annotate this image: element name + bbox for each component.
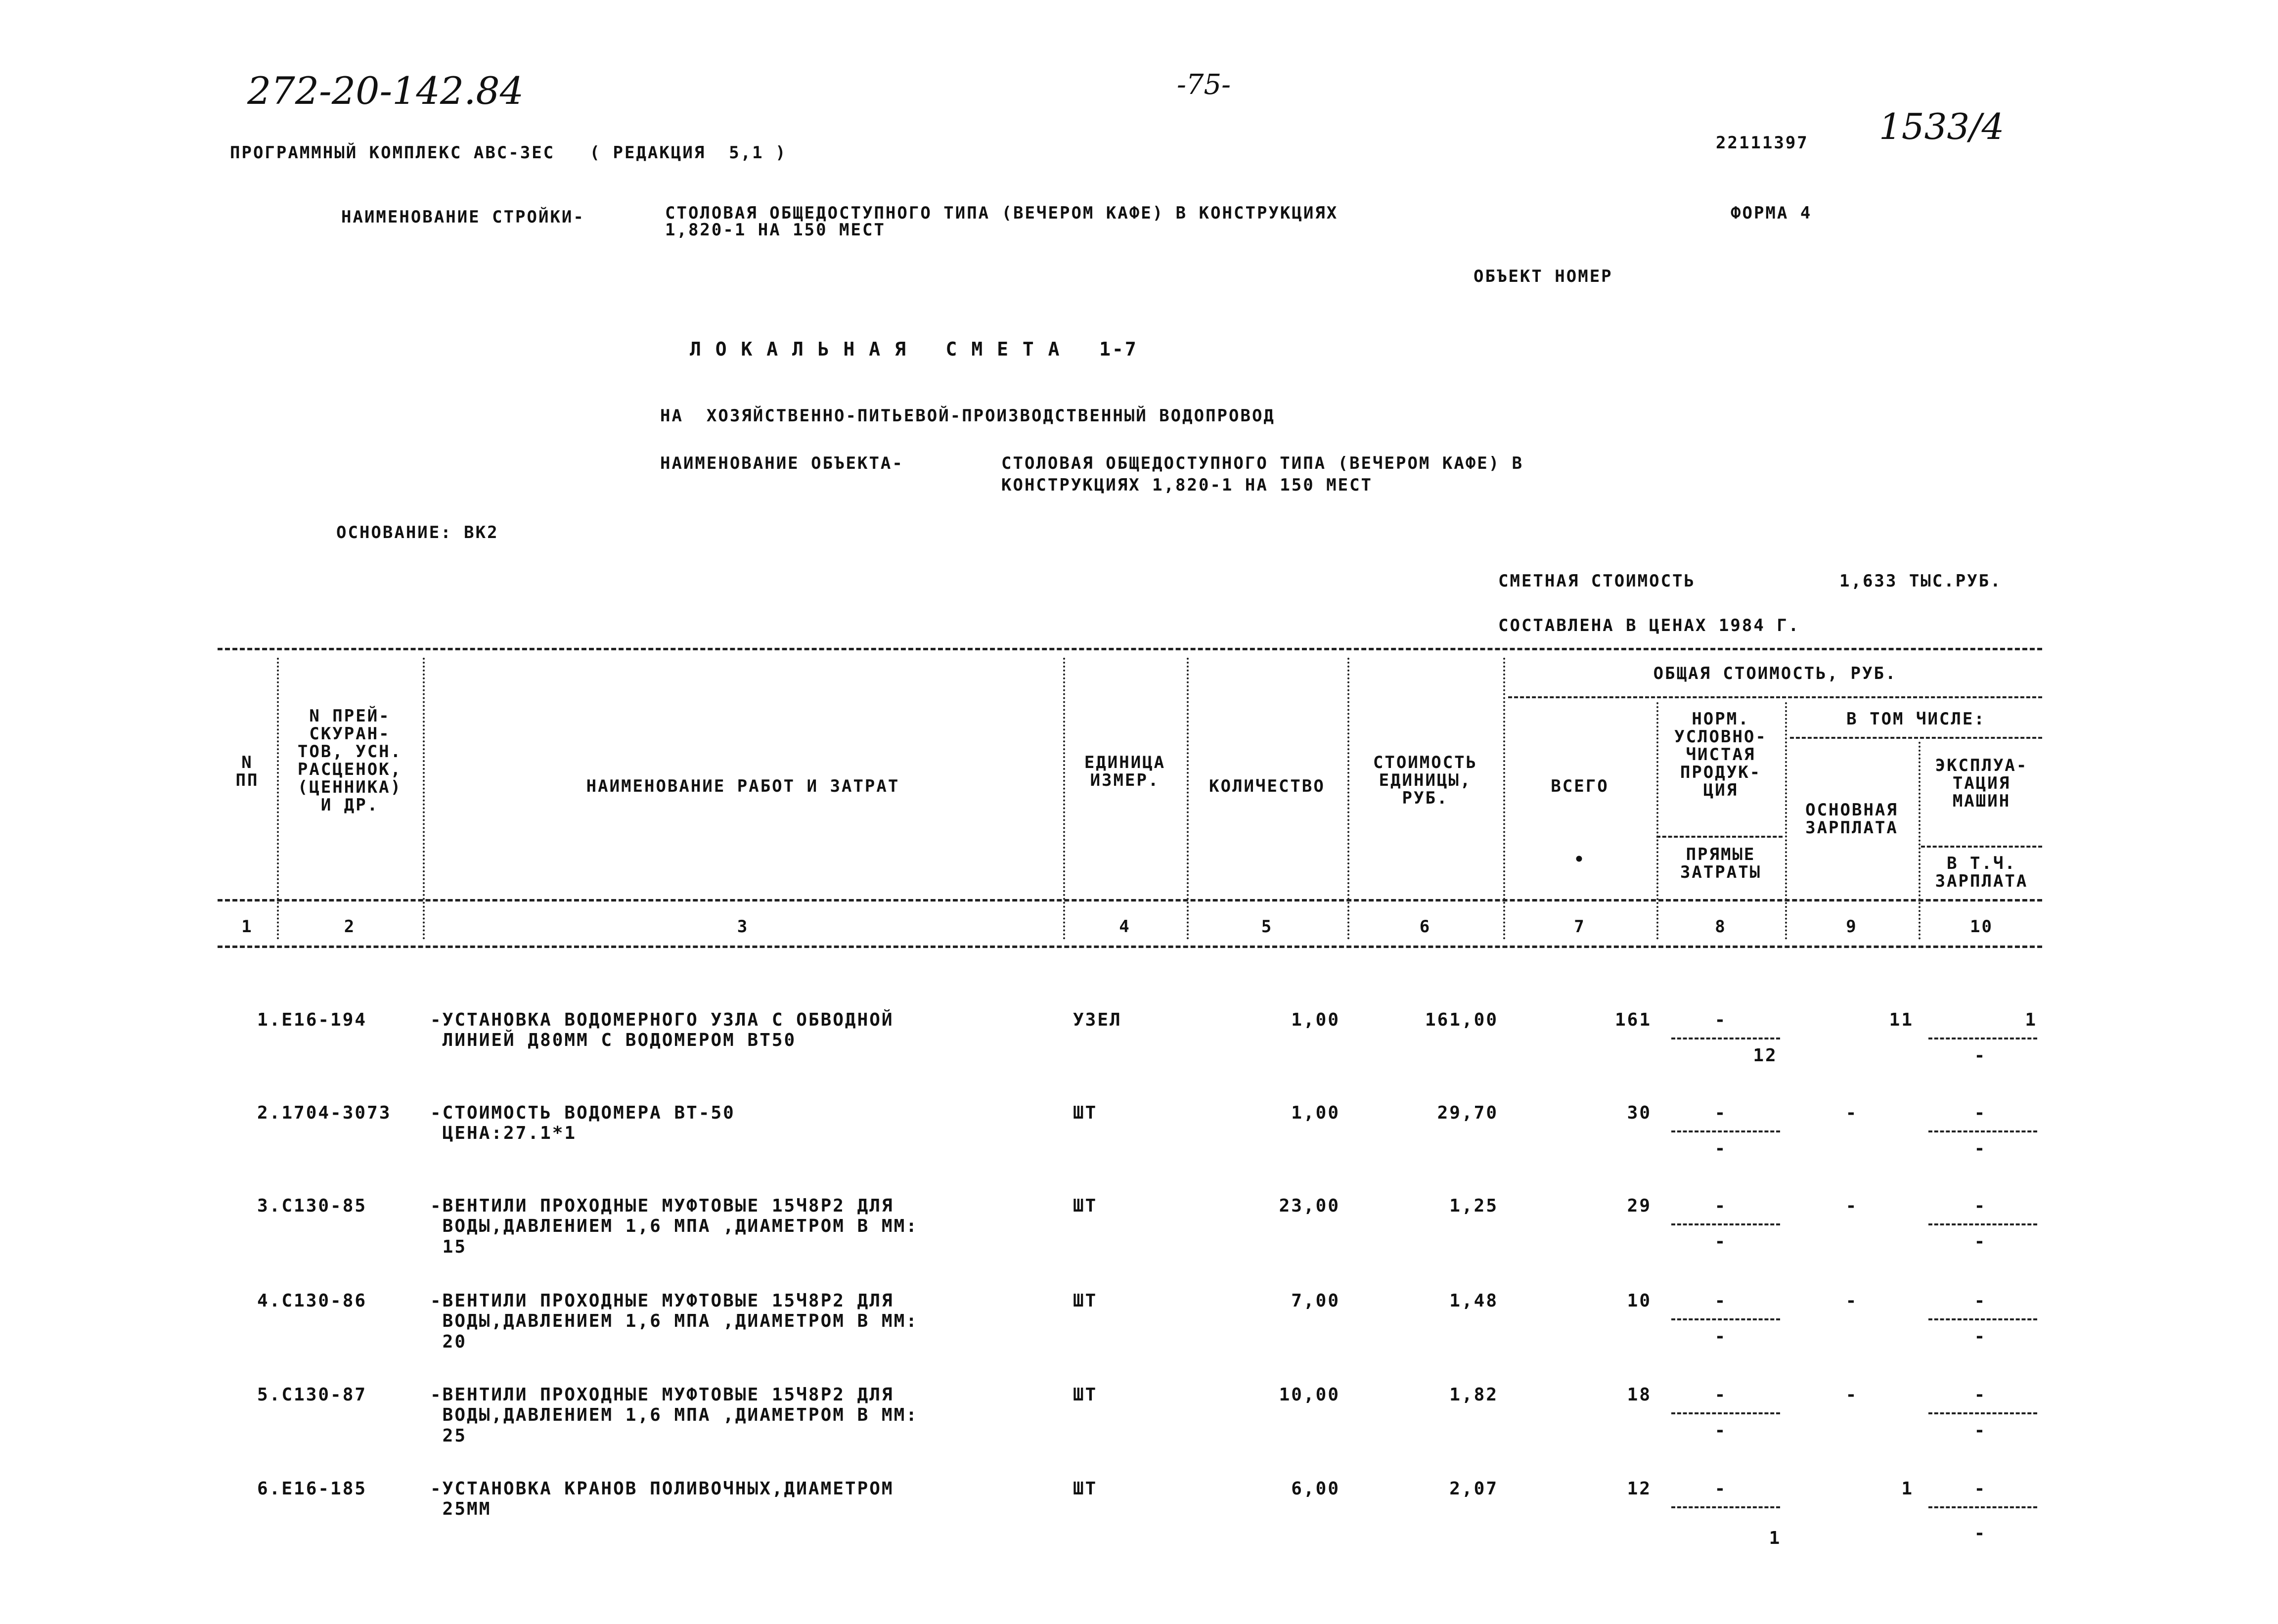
row-norm-production: - <box>1714 1291 1727 1311</box>
row-direct-costs: - <box>1714 1326 1727 1347</box>
row-work-name: -ВЕНТИЛИ ПРОХОДНЫЕ МУФТОВЫЕ 15Ч8Р2 ДЛЯ ВОДЫ,ДАВЛЕНИЕМ 1,6 МПА ,ДИАМЕТРОМ В ММ: 20 <box>430 1291 918 1352</box>
row-unit-cost: 1,48 <box>1449 1291 1498 1311</box>
total-group-rule <box>1508 696 2042 698</box>
row-quantity: 1,00 <box>1291 1103 1340 1123</box>
row-unit: ШТ <box>1073 1385 1098 1405</box>
column-number-8: 8 <box>1715 917 1727 937</box>
column-number-2: 2 <box>344 917 356 937</box>
col-sep-9 <box>1919 742 1921 940</box>
row-machine-operation: - <box>1974 1479 1987 1499</box>
estimated-cost-label: СМЕТНАЯ СТОИМОСТЬ <box>1498 571 1696 591</box>
header-col-quantity: КОЛИЧЕСТВО <box>1209 776 1325 796</box>
col-sep-6 <box>1503 658 1505 940</box>
column-number-5: 5 <box>1261 917 1273 937</box>
row-col8-divider <box>1671 1412 1780 1414</box>
row-col10-divider <box>1928 1223 2037 1225</box>
row-machine-salary: - <box>1974 1231 1987 1252</box>
form-label: ФОРМА 4 <box>1731 203 1812 223</box>
row-direct-costs: - <box>1714 1231 1727 1252</box>
row-col8-divider <box>1671 1318 1780 1320</box>
norm-split-rule <box>1656 836 1783 838</box>
row-norm-production: - <box>1714 1103 1727 1123</box>
row-col8-divider <box>1671 1223 1780 1225</box>
row-machine-operation: - <box>1974 1196 1987 1216</box>
object-label: НАИМЕНОВАНИЕ ОБЪЕКТА- <box>660 453 904 473</box>
col-sep-5 <box>1347 658 1349 940</box>
basis-line: ОСНОВАНИЕ: ВК2 <box>336 523 499 542</box>
header-col-total-mark: • <box>1574 850 1586 869</box>
column-number-7: 7 <box>1574 917 1586 937</box>
row-price-code: 3.С130-85 <box>257 1196 367 1216</box>
col-sep-1 <box>277 658 279 940</box>
row-direct-costs: - <box>1714 1420 1727 1441</box>
row-col10-divider <box>1928 1506 2037 1508</box>
row-norm-production: - <box>1714 1196 1727 1216</box>
row-unit-cost: 1,82 <box>1449 1385 1498 1405</box>
row-total: 161 <box>1614 1010 1652 1030</box>
machine-split-rule <box>1921 846 2042 848</box>
col-sep-2 <box>423 658 425 940</box>
header-col-base-salary: ОСНОВНАЯ ЗАРПЛАТА <box>1805 800 1898 838</box>
row-machine-operation: - <box>1974 1103 1987 1123</box>
row-col10-divider <box>1928 1318 2037 1320</box>
row-direct-costs: - <box>1714 1138 1727 1159</box>
row-col8-divider <box>1671 1038 1780 1039</box>
row-machine-operation: - <box>1974 1385 1987 1405</box>
row-total: 30 <box>1627 1103 1652 1123</box>
header-col-work-name: НАИМЕНОВАНИЕ РАБОТ И ЗАТРАТ <box>586 776 900 796</box>
row-price-code: 4.С130-86 <box>257 1291 367 1311</box>
row-quantity: 6,00 <box>1291 1479 1340 1499</box>
row-col10-divider <box>1928 1130 2037 1132</box>
column-number-10: 10 <box>1970 917 1993 937</box>
row-quantity: 1,00 <box>1291 1010 1340 1030</box>
column-number-9: 9 <box>1846 917 1858 937</box>
row-col10-divider <box>1928 1412 2037 1414</box>
header-col-unit-cost: СТОИМОСТЬ ЕДИНИЦЫ, РУБ. <box>1373 753 1478 808</box>
program-line: ПРОГРАММНЫЙ КОМПЛЕКС АВС-3ЕС ( РЕДАКЦИЯ 5,1 ) <box>230 143 787 163</box>
row-work-name: -ВЕНТИЛИ ПРОХОДНЫЕ МУФТОВЫЕ 15Ч8Р2 ДЛЯ ВОДЫ,ДАВЛЕНИЕМ 1,6 МПА ,ДИАМЕТРОМ В ММ: 25 <box>430 1385 918 1446</box>
column-number-1: 1 <box>241 917 253 937</box>
header-total-cost-group: ОБЩАЯ СТОИМОСТЬ, РУБ. <box>1653 664 1897 683</box>
row-unit-cost: 1,25 <box>1449 1196 1498 1216</box>
header-col-price-code: N ПРЕЙ- СКУРАН- ТОВ, УСН. РАСЦЕНОК, (ЦЕННИКА) И ДР. <box>297 706 402 815</box>
header-col-unit: ЕДИНИЦА ИЗМЕР. <box>1084 753 1166 790</box>
row-machine-operation: - <box>1974 1291 1987 1311</box>
header-col-number: N ПП <box>235 753 259 790</box>
row-unit-cost: 2,07 <box>1449 1479 1498 1499</box>
construction-name-line1: СТОЛОВАЯ ОБЩЕДОСТУПНОГО ТИПА (ВЕЧЕРОМ КАФЕ) В КОНСТРУКЦИЯХ <box>665 203 1339 223</box>
prices-year-line: СОСТАВЛЕНА В ЦЕНАХ 1984 Г. <box>1498 616 1800 635</box>
handwritten-code: 1533/4 <box>1879 106 2005 147</box>
construction-label: НАИМЕНОВАНИЕ СТРОЙКИ- <box>341 207 585 227</box>
row-base-salary: - <box>1845 1196 1858 1216</box>
row-work-name: -УСТАНОВКА КРАНОВ ПОЛИВОЧНЫХ,ДИАМЕТРОМ 25ММ <box>430 1479 894 1520</box>
row-total: 10 <box>1627 1291 1652 1311</box>
row-price-code: 5.С130-87 <box>257 1385 367 1405</box>
row-direct-costs: 12 <box>1753 1045 1778 1066</box>
estimated-cost-value: 1,633 ТЫС.РУБ. <box>1839 571 2002 591</box>
table-top-rule <box>218 648 2042 650</box>
header-col-direct-costs: ПРЯМЫЕ ЗАТРАТЫ <box>1680 845 1762 882</box>
row-work-name: -УСТАНОВКА ВОДОМЕРНОГО УЗЛА С ОБВОДНОЙ ЛИНИЕЙ Д80ММ С ВОДОМЕРОМ ВТ50 <box>430 1010 894 1051</box>
row-col8-divider <box>1671 1506 1780 1508</box>
row-total: 18 <box>1627 1385 1652 1405</box>
row-base-salary: 1 <box>1901 1479 1914 1499</box>
header-col-machine-salary: В Т.Ч. ЗАРПЛАТА <box>1935 854 2028 891</box>
estimate-purpose: НА ХОЗЯЙСТВЕННО-ПИТЬЕВОЙ-ПРОИЗВОДСТВЕННЫЙ ВОДОПРОВОД <box>660 406 1275 426</box>
page-number: -75- <box>1177 69 1231 101</box>
row-machine-salary: - <box>1974 1420 1987 1441</box>
document-number: 272-20-142.84 <box>247 69 524 113</box>
header-col-norm-production: НОРМ. УСЛОВНО- ЧИСТАЯ ПРОДУК- ЦИЯ <box>1674 709 1767 800</box>
row-total: 29 <box>1627 1196 1652 1216</box>
header-col-machine-operation: ЭКСПЛУА- ТАЦИЯ МАШИН <box>1935 756 2028 811</box>
row-unit: ШТ <box>1073 1196 1098 1216</box>
estimate-title: Л О К А Л Ь Н А Я С М Е Т А 1-7 <box>690 338 1138 360</box>
object-name-line2: КОНСТРУКЦИЯХ 1,820-1 НА 150 МЕСТ <box>1001 475 1373 495</box>
header-including: В ТОМ ЧИСЛЕ: <box>1846 709 1986 729</box>
column-numbers-rule <box>218 946 2042 948</box>
row-price-code: 6.Е16-185 <box>257 1479 367 1499</box>
column-number-6: 6 <box>1419 917 1431 937</box>
column-number-4: 4 <box>1119 917 1131 937</box>
row-base-salary: - <box>1845 1385 1858 1405</box>
row-price-code: 2.1704-3073 <box>257 1103 392 1123</box>
row-price-code: 1.Е16-194 <box>257 1010 367 1030</box>
row-unit-cost: 161,00 <box>1425 1010 1498 1030</box>
col-sep-7 <box>1656 702 1658 940</box>
row-col8-divider <box>1671 1130 1780 1132</box>
col-sep-4 <box>1187 658 1189 940</box>
row-machine-operation: 1 <box>2025 1010 2037 1030</box>
column-number-3: 3 <box>737 917 749 937</box>
col-sep-8 <box>1785 702 1787 940</box>
object-number: ОБЪЕКТ НОМЕР <box>1474 267 1613 286</box>
row-quantity: 7,00 <box>1291 1291 1340 1311</box>
col-sep-3 <box>1063 658 1065 940</box>
row-machine-salary: - <box>1974 1045 1987 1066</box>
row-direct-costs: 1 <box>1769 1528 1782 1548</box>
row-base-salary: - <box>1845 1291 1858 1311</box>
construction-name-line2: 1,820-1 НА 150 МЕСТ <box>665 220 886 240</box>
row-col10-divider <box>1928 1038 2037 1039</box>
row-unit-cost: 29,70 <box>1437 1103 1498 1123</box>
row-unit: ШТ <box>1073 1103 1098 1123</box>
row-machine-salary: - <box>1974 1523 1987 1543</box>
row-base-salary: 11 <box>1889 1010 1914 1030</box>
row-quantity: 23,00 <box>1279 1196 1340 1216</box>
row-norm-production: - <box>1714 1010 1727 1030</box>
document-code: 22111397 <box>1716 133 1809 153</box>
header-col-total: ВСЕГО <box>1551 776 1609 796</box>
row-total: 12 <box>1627 1479 1652 1499</box>
header-bottom-rule <box>218 899 2042 902</box>
row-machine-salary: - <box>1974 1326 1987 1347</box>
row-unit: ШТ <box>1073 1479 1098 1499</box>
object-name-line1: СТОЛОВАЯ ОБЩЕДОСТУПНОГО ТИПА (ВЕЧЕРОМ КАФЕ) В <box>1001 453 1524 473</box>
row-work-name: -ВЕНТИЛИ ПРОХОДНЫЕ МУФТОВЫЕ 15Ч8Р2 ДЛЯ ВОДЫ,ДАВЛЕНИЕМ 1,6 МПА ,ДИАМЕТРОМ В ММ: 15 <box>430 1196 918 1257</box>
row-unit: ШТ <box>1073 1291 1098 1311</box>
row-norm-production: - <box>1714 1479 1727 1499</box>
row-unit: УЗЕЛ <box>1073 1010 1122 1030</box>
row-machine-salary: - <box>1974 1138 1987 1159</box>
row-norm-production: - <box>1714 1385 1727 1405</box>
row-base-salary: - <box>1845 1103 1858 1123</box>
including-rule <box>1790 737 2042 739</box>
row-quantity: 10,00 <box>1279 1385 1340 1405</box>
row-work-name: -СТОИМОСТЬ ВОДОМЕРА ВТ-50 ЦЕНА:27.1*1 <box>430 1103 735 1144</box>
